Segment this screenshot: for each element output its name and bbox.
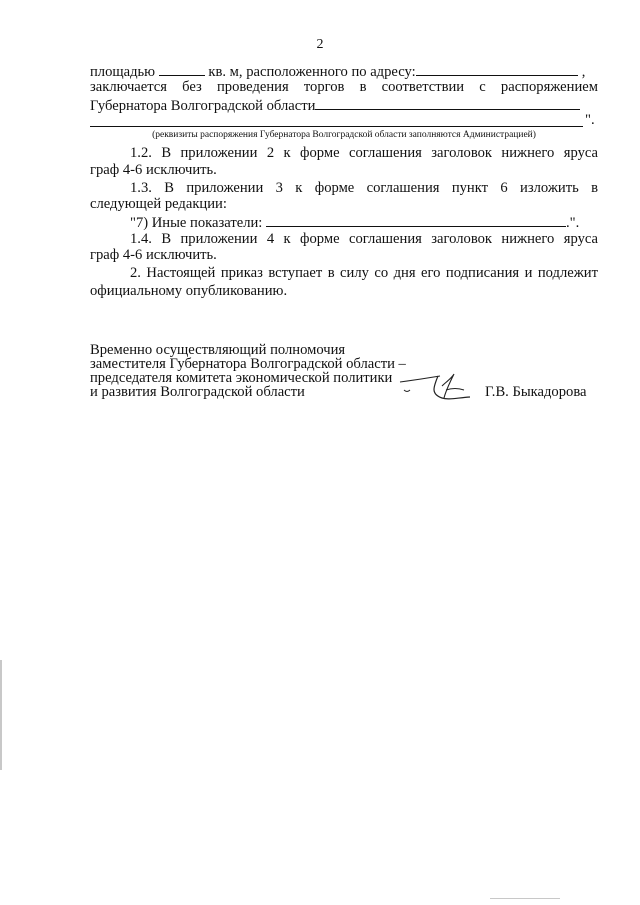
paragraph-2-line1: 2. Настоящей приказ вступает в силу со дня его подписания и подлежит [130,265,598,281]
blank-order-field [315,96,580,110]
blank-indicators-field [266,213,566,227]
blank-address-field [416,62,578,76]
paragraph-1-3-line1: 1.3. В приложении 3 к форме соглашения пункт 6 изложить в [130,180,598,196]
signatory-title-line4: и развития Волгоградской области [90,384,305,400]
paragraph-1-4-line1: 1.4. В приложении 4 к форме соглашения заголовок нижнего яруса [130,231,598,247]
paragraph-1-4-line2: граф 4-6 исключить. [90,247,217,263]
signatory-name: Г.В. Быкадорова [485,384,587,400]
paragraph-1-2-line1: 1.2. В приложении 2 к форме соглашения заголовок нижнего яруса [130,145,598,161]
text-area-label: площадью [90,64,156,80]
text-other-indicators: "7) Иные показатели: [130,215,263,231]
scan-artifact-bottom [490,898,560,899]
paragraph-1-3-line2: следующей редакции: [90,196,227,212]
text-governor: Губернатора Волгоградской области [90,98,316,114]
text-comma: , [581,64,586,80]
signatory-title [90,343,406,399]
signatory-title-line1: Временно осуществляющий полномочия [90,342,346,358]
text-line-concluded: заключается без проведения торгов в соответствии с распоряжением [90,79,598,95]
handwritten-signature [360,368,480,408]
blank-order-field-continued [90,126,583,127]
paragraph-2-line2: официальному опубликованию. [90,283,288,299]
blank-area-field [159,62,205,76]
paragraph-1-3-line3 [90,213,598,232]
text-quote-close: .". [566,215,580,231]
paragraph-1-2-line2: граф 4-6 исключить. [90,162,217,178]
text-line-governor [90,96,598,115]
page-number: 2 [316,37,324,52]
scan-artifact-left [0,660,2,770]
signatory-title-line3: председателя комитета экономической политики [90,370,393,386]
signatory-title-line2: заместителя Губернатора Волгоградской области – [90,356,406,372]
footnote-order-details: (реквизиты распоряжения Губернатора Волгоградской области заполняются Администрацией) [152,130,536,140]
text-quote-end: ". [585,112,595,128]
text-address-label: кв. м, расположенного по адресу: [208,64,416,80]
